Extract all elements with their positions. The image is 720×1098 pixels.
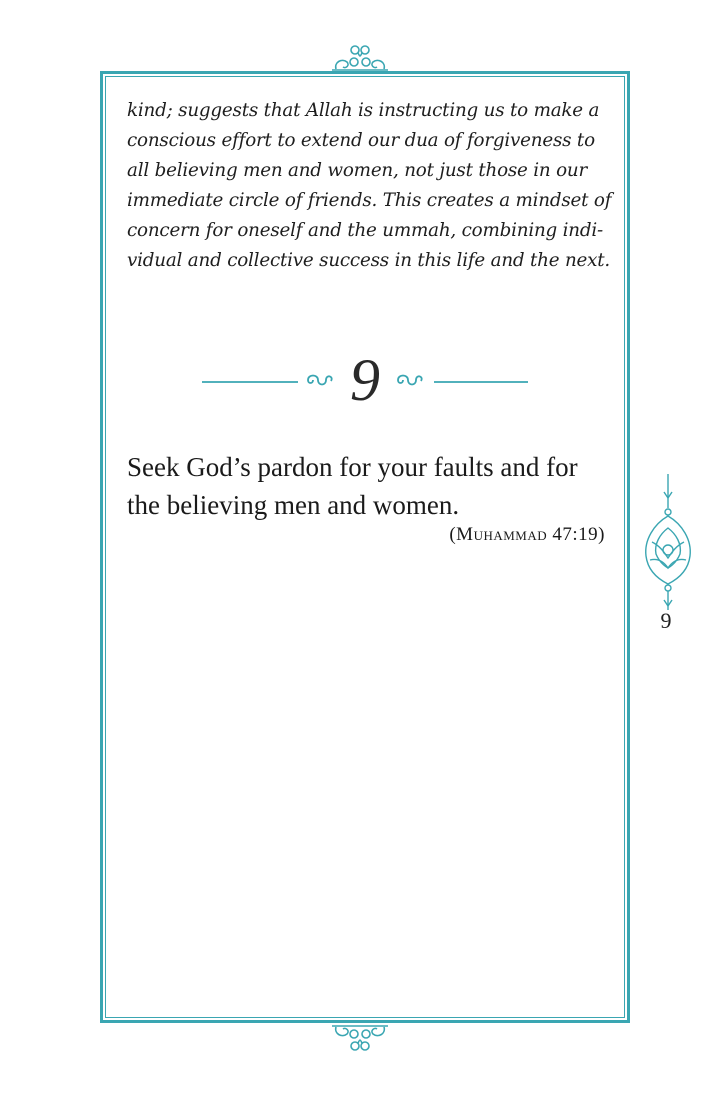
commentary-line: all believing men and women, not just those in our: [127, 160, 588, 181]
verse-line: the believing men and women.: [127, 490, 460, 520]
commentary-line: immediate circle of friends. This creates a mindset of: [127, 190, 612, 211]
commentary-line: vidual and collective success in this life and the next.: [127, 250, 611, 271]
swirl-right-icon: [398, 376, 422, 385]
section-number: 9: [350, 347, 380, 413]
commentary-line: kind; suggests that Allah is instructing us to make a: [127, 100, 600, 121]
commentary-paragraph: [127, 96, 612, 276]
top-scroll-ornament-icon: [332, 42, 388, 72]
verse-citation: (Muhammad 47:19): [449, 524, 605, 545]
commentary-line: conscious effort to extend our dua of forgiveness to: [127, 130, 595, 151]
swirl-left-icon: [308, 376, 332, 385]
bottom-scroll-ornament-icon: [332, 1024, 388, 1054]
verse-quote: [127, 448, 617, 524]
verse-line: Seek God’s pardon for your faults and for: [127, 452, 578, 482]
floral-medallion-icon: [638, 472, 698, 612]
page-number: 9: [660, 608, 672, 633]
commentary-line: concern for oneself and the ummah, combining indi-: [127, 220, 604, 241]
